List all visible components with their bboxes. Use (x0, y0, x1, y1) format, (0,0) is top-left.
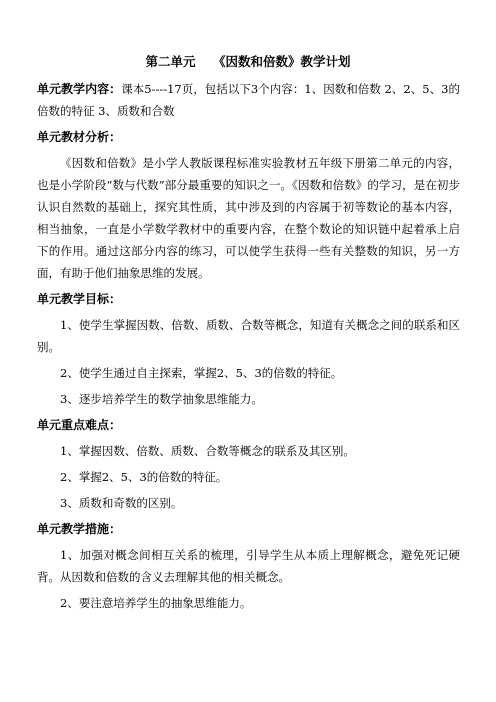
goals-heading: 单元教学目标： (37, 292, 122, 306)
keypoint-item: 3、质数和奇数的区别。 (60, 496, 183, 510)
unit-content-label: 单元教学内容： (37, 82, 122, 96)
goal-item: 3、逐步培养学生的数学抽象思维能力。 (60, 392, 263, 406)
goal-item: 2、使学生通过自主探索，掌握2、5、3的倍数的特征。 (60, 366, 343, 380)
document-title: 第二单元 《因数和倍数》教学计划 (145, 54, 351, 69)
measures-heading: 单元教学措施： (37, 522, 122, 536)
keypoints-heading: 单元重点难点： (37, 418, 122, 432)
keypoint-item: 2、掌握2、5、3的倍数的特征。 (60, 470, 228, 484)
document-body (37, 78, 460, 618)
analysis-paragraph: 《因数和倍数》是小学人教版课程标准实验教材五年级下册第二单元的内容，也是小学阶段“数与代数”部分最重要的知识之一。《因数和倍数》的学习，是在初步认识自然数的基础上，探究其性质，其中涉及到的内容属于初等数论的基本内容，相当抽象，一直是小学数学教材中的重要内容，在整个数论的知识链中起着承上启下的作用。通过这部分内容的练习，可以使学生获得一些有关整数的知识，另一方面，有助于他们抽象思维的发展。 (37, 156, 460, 280)
unit-content-paragraph (37, 78, 460, 122)
analysis-heading: 单元教材分析： (37, 130, 122, 144)
measure-item: 1、加强对概念间相互关系的梳理，引导学生从本质上理解概念，避免死记硬背。从因数和倍数的含义去理解其他的相关概念。 (37, 548, 460, 584)
unit-content-text: 课本5----17页，包括以下3个内容：1、因数和倍数 2、2、5、3的倍数的特征 3、质数和合数 (37, 82, 460, 118)
keypoint-item: 1、掌握因数、倍数、质数、合数等概念的联系及其区别。 (60, 444, 355, 458)
measure-item: 2、要注意培养学生的抽象思维能力。 (60, 596, 252, 610)
goal-item: 1、使学生掌握因数、倍数、质数、合数等概念，知道有关概念之间的联系和区别。 (37, 318, 460, 354)
